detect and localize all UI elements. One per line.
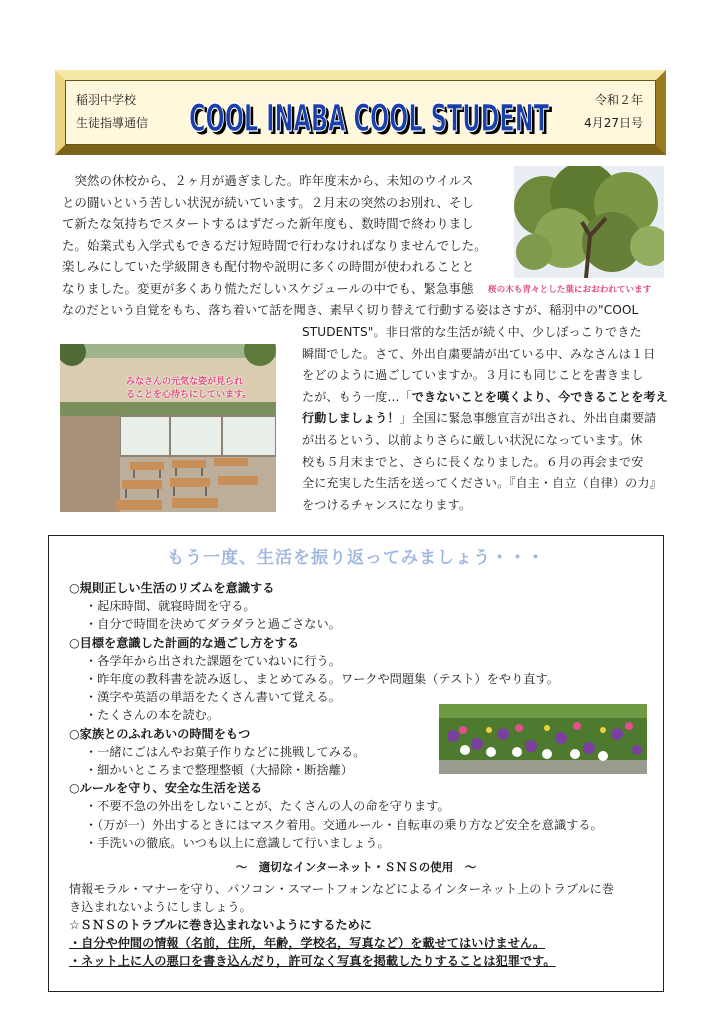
article-line (302, 408, 672, 430)
line-prefix: たが、もう一度…「 (302, 389, 412, 404)
internet-heading: ～ 適切なインターネット・ＳＮＳの使用 ～ (235, 860, 477, 874)
article-line: 楽しみにしていた学級開きも配付物や説明に多くの時間が使われることと (62, 259, 475, 275)
list-item: ・（万が一）外出するときにはマスク着用。交通ルール・自転車の乗り方など安全を意識する。 (85, 817, 603, 832)
title-logo (184, 87, 554, 141)
classroom-photo (60, 344, 276, 512)
sns-rule: ・自分や仲間の情報（名前，住所，年齢，学校名，写真など）を載せてはいけません。 (69, 936, 546, 950)
article-line: 全に充実した生活を送ってください。『自主・自立（自律）の力』 (302, 476, 662, 491)
article-line: をつけるチャンスになります。 (302, 497, 472, 512)
era-year: 令和２年 (594, 93, 643, 107)
article-right-column (302, 322, 672, 516)
article-line: た。始業式も入学式もできるだけ短時間で行わなければなりませんでした。 (62, 237, 487, 253)
section-heading: ○規則正しい生活のリズムを意識する (69, 581, 275, 595)
article-line: をどのように過ごしていますか。３月にも同じことを書きまし (302, 368, 644, 383)
article-line (302, 387, 672, 409)
list-item: ・手洗いの徹底。いつも以上に意識して行いましょう。 (85, 835, 390, 850)
header-panel (65, 80, 656, 145)
issue-date: 4月27日号 (584, 116, 643, 130)
internet-text-line: 情報モラル・マナーを守り、パソコン・スマートフォンなどによるインターネット上のトラブルに巻 (69, 882, 615, 896)
internet-text-line: き込まれないようにしましょう。 (69, 900, 252, 914)
list-item: ・たくさんの本を読む。 (85, 708, 220, 723)
article-intro (62, 170, 502, 300)
page-title: COOL INABA COOL STUDENT (189, 97, 550, 140)
list-item: ・昨年度の教科書を読み返し、まとめてみる。ワークや問題集（テスト）をやり直す。 (85, 672, 559, 687)
header-plaque (55, 70, 666, 155)
list-item: ・起床時間、就寝時間を守る。 (85, 599, 256, 614)
article-line: STUDENTS"。非日常的な生活が続く中、少しぼっこりできた (302, 325, 642, 339)
sns-rule: ・ネット上に人の悪口を書き込んだり，許可なく写真を掲載したりすることは犯罪です。 (69, 954, 556, 968)
article-full-line (62, 300, 672, 322)
school-name: 稲羽中学校 (76, 93, 137, 107)
section-heading: ○家族とのふれあいの時間をもつ (69, 726, 251, 741)
publication-name: 生徒指導通信 (76, 116, 149, 130)
header-right (584, 89, 643, 135)
list-item: ・漢字や英語の単語をたくさん書いて覚える。 (85, 690, 341, 705)
tree-caption: 桜の木も青々とした葉におおわれています (488, 285, 652, 295)
header-left (76, 89, 148, 135)
checklist-title: もう一度、生活を振り返ってみましょう・・・ (167, 548, 545, 568)
classroom-caption-line-2: ることを心待ちにしています。 (126, 390, 252, 400)
tree-photo (514, 166, 664, 278)
article-line: なのだという自覚をもち、落ち着いて話を聞き、素早く切り替えて行動する姿はさすが、稲羽中の"COOL (62, 303, 639, 317)
article-line: て新たな気持ちでスタートするはずだった新年度も、数時間で終わりまし (62, 216, 474, 232)
article-line: 瞬間でした。さて、外出自粛要請が出ている中、みなさんは１日 (302, 346, 656, 361)
line-suffix: 」全国に緊急事態宣言が出され、外出自粛要請 (399, 411, 657, 426)
article-line: との闘いという苦しい状況が続いています。２月末の突然のお別れ、そし (62, 194, 474, 210)
title-shadow: COOL INABA COOL STUDENT (192, 100, 553, 141)
section-heading: ○ルールを守り、安全な生活を送る (69, 781, 263, 796)
section-heading: ○目標を意識した計画的な過ごし方をする (69, 635, 300, 650)
list-item: ・自分で時間を決めてダラダラと過ごさない。 (85, 617, 341, 632)
emphasis-text-1: できないことを嘆くより、今できることを考え (411, 389, 668, 404)
list-item: ・細かいところまで整理整頓（大掃除・断捨離） (85, 763, 354, 778)
internet-body (69, 880, 654, 970)
classroom-caption-line-1: みなさんの元気な姿が見られ (126, 377, 244, 387)
article-line: が出るという、以前よりさらに厳しい状況になっています。休 (302, 432, 643, 447)
checklist-box (48, 535, 664, 992)
emphasis-text-2: 行動しましょう！ (302, 411, 400, 426)
classroom-caption (126, 376, 286, 402)
article-line: 突然の休校から、２ヶ月が過ぎました。昨年度末から、未知のウイルス (62, 173, 474, 188)
list-item: ・不要不急の外出をしないことが、たくさんの人の命を守ります。 (85, 799, 450, 814)
article-line: なりました。変更が多くあり慌ただしいスケジュールの中でも、緊急事態 (62, 280, 474, 296)
sns-subhead: ☆ＳＮＳのトラブルに巻き込まれないようにするために (69, 918, 372, 932)
article-line: 校も５月末までと、さらに長くなりました。６月の再会まで安 (302, 454, 644, 469)
list-item: ・各学年から出された課題をていねいに行う。 (85, 653, 341, 668)
flower-photo (439, 704, 647, 774)
list-item: ・一緒にごはんやお菓子作りなどに挑戦してみる。 (85, 744, 366, 759)
